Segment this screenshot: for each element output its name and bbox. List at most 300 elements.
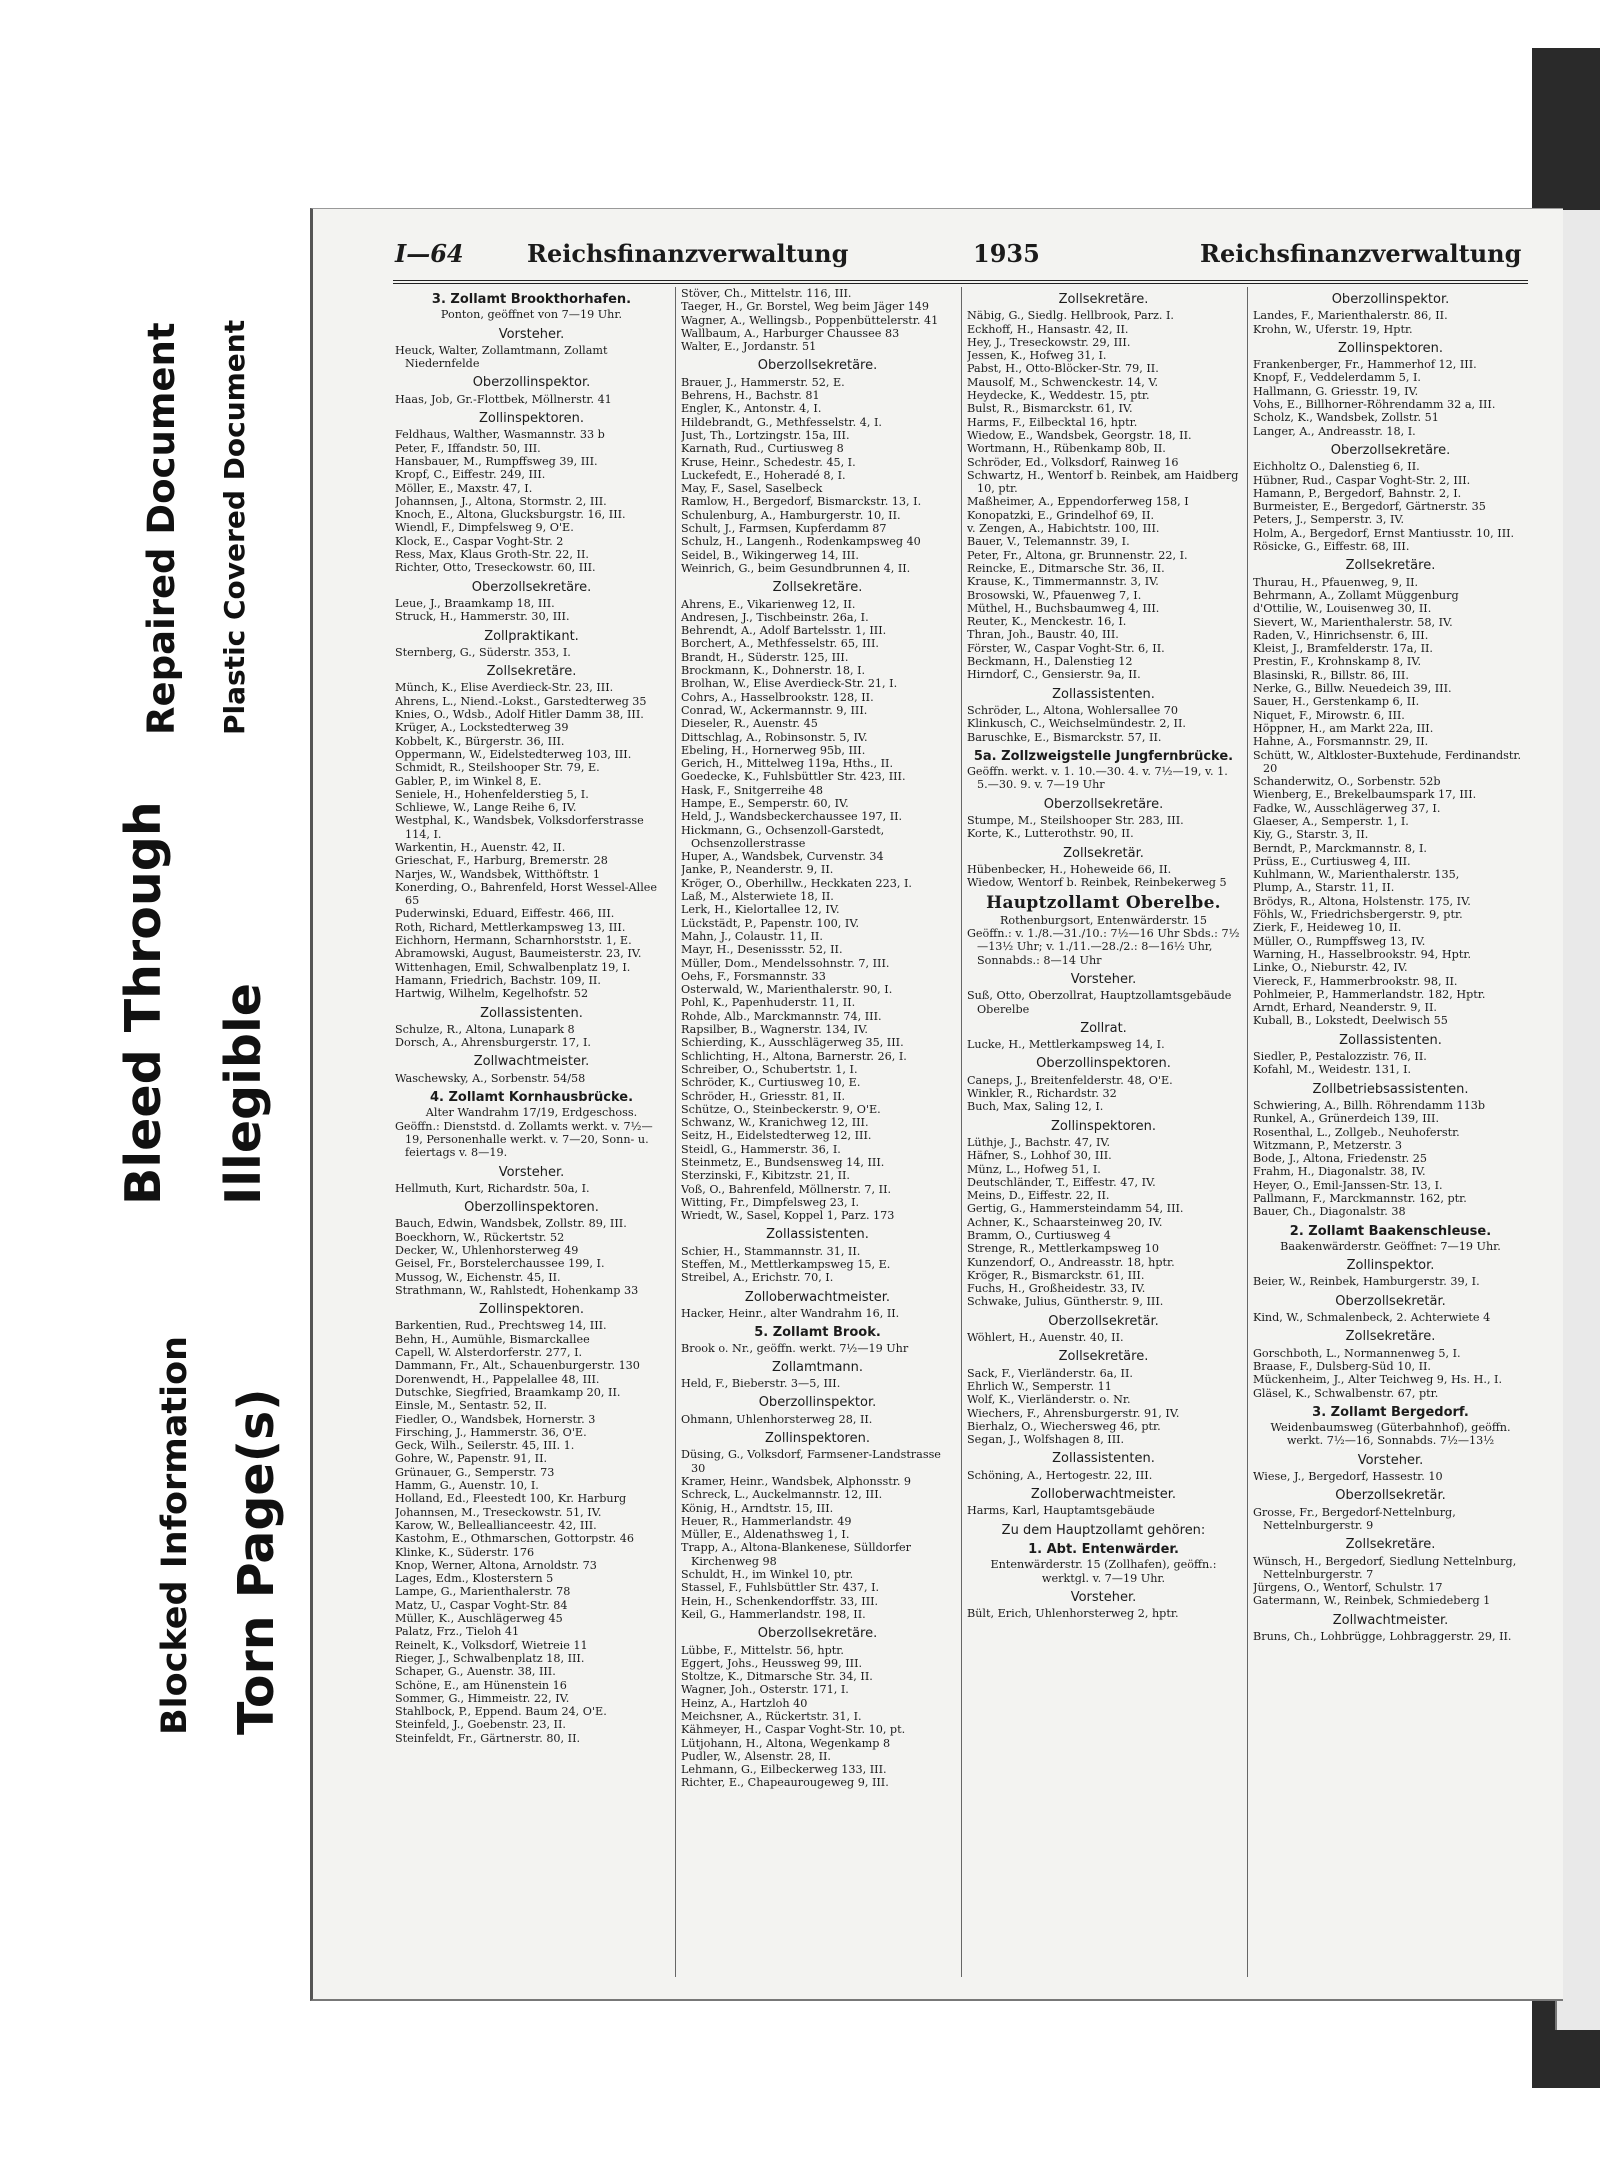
office-address: Ponton, geöffnet von 7—19 Uhr. xyxy=(440,308,623,322)
directory-entry: Hansbauer, M., Rumpffsweg 39, III. xyxy=(395,454,598,468)
directory-entry: Wittenhagen, Emil, Schwalbenplatz 19, I. xyxy=(395,960,631,974)
directory-entry: Runkel, A., Grünerdeich 139, III. xyxy=(1253,1112,1440,1126)
directory-entry: Schwiering, A., Billh. Röhrendamm 113b xyxy=(1253,1098,1485,1112)
directory-entry: Klinkusch, C., Weichselmündestr. 2, II. xyxy=(967,717,1186,731)
directory-entry: Lückstädt, P., Papenstr. 100, IV. xyxy=(681,916,859,930)
directory-entry: Kobbelt, K., Bürgerstr. 36, III. xyxy=(395,734,565,748)
directory-entry: Osterwald, W., Marienthalerstr. 90, I. xyxy=(681,983,893,997)
section-heading: Oberzollinspektor. xyxy=(758,1395,877,1411)
section-heading: Vorsteher. xyxy=(498,1164,565,1180)
directory-entry: Bierhalz, O., Wiechersweg 46, ptr. xyxy=(967,1419,1161,1433)
directory-entry: Roth, Richard, Mettlerkampsweg 13, III. xyxy=(395,920,626,934)
directory-entry: Vohs, E., Billhorner-Röhrendamm 32 a, III. xyxy=(1253,398,1496,412)
directory-entry: Sternberg, G., Süderstr. 353, I. xyxy=(395,645,571,659)
directory-entry: Abramowski, August, Baumeisterstr. 23, IV. xyxy=(395,947,642,961)
directory-entry: Berndt, P., Marckmannstr. 8, I. xyxy=(1253,841,1427,855)
directory-entry: Fuchs, H., Großheidestr. 33, IV. xyxy=(967,1282,1146,1296)
directory-entry: Geck, Wilh., Seilerstr. 45, III. 1. xyxy=(395,1439,575,1453)
directory-entry: Gertig, G., Hammersteindamm 54, III. xyxy=(967,1202,1184,1216)
directory-entry: Palatz, Frz., Tieloh 41 xyxy=(395,1625,520,1639)
office-address: Weidenbaumsweg (Güterbahnhof), geöffn. werkt. 7½—16, Sonnabds. 7½—13½ xyxy=(1270,1421,1511,1448)
directory-entry: Engler, K., Antonstr. 4, I. xyxy=(681,402,822,416)
directory-entry: Arndt, Erhard, Neanderstr. 9, II. xyxy=(1253,1001,1437,1015)
directory-entry: Streibel, A., Erichstr. 70, I. xyxy=(681,1271,834,1285)
directory-entry: Heuck, Walter, Zollamtmann, Zollamt Niedernfelde xyxy=(395,343,608,371)
directory-entry: Barkentien, Rud., Prechtsweg 14, III. xyxy=(395,1319,607,1333)
directory-entry: König, H., Arndtstr. 15, III. xyxy=(681,1501,834,1515)
document-page xyxy=(310,208,1563,2001)
directory-entry: Wriedt, W., Sasel, Koppel 1, Parz. 173 xyxy=(681,1209,895,1223)
section-heading: Zollsekretäre. xyxy=(1058,1349,1149,1365)
directory-entry: Eichholtz O., Dalenstieg 6, II. xyxy=(1253,460,1420,474)
directory-entry: Matz, U., Caspar Voght-Str. 84 xyxy=(395,1598,568,1612)
directory-entry: Nerke, G., Billw. Neuedeich 39, III. xyxy=(1253,682,1452,696)
directory-entry: Heinz, A., Hartzloh 40 xyxy=(681,1696,808,1710)
directory-entry: Wünsch, H., Bergedorf, Siedlung Nettelnburg, Nettelnburgerstr. 7 xyxy=(1253,1554,1517,1581)
directory-entry: Geöffn. werkt. v. 1. 10.—30. 4. v. 7½—19, v. 1. 5.—30. 9. v. 7—19 Uhr xyxy=(967,765,1228,792)
directory-entry: Müthel, H., Buchsbaumweg 4, III. xyxy=(967,601,1160,615)
directory-entry: Just, Th., Lortzingstr. 15a, III. xyxy=(681,428,850,442)
directory-entry: Jürgens, O., Wentorf, Schulstr. 17 xyxy=(1253,1581,1443,1595)
directory-entry: Mayr, H., Desenissstr. 52, II. xyxy=(681,943,843,957)
directory-entry: Reinelt, K., Volksdorf, Wietreie 11 xyxy=(395,1638,588,1652)
directory-entry: Achner, K., Schaarsteinweg 20, IV. xyxy=(967,1215,1163,1229)
directory-entry: Karow, W., Belleallianceestr. 42, III. xyxy=(395,1518,597,1532)
directory-entry: Westphal, K., Wandsbek, Volksdorferstrasse 114, I. xyxy=(395,814,644,841)
tag-plastic-covered-document: Plastic Covered Document xyxy=(218,319,251,735)
section-heading: Zollpraktikant. xyxy=(484,628,579,644)
directory-entry: Rieger, J., Schwalbenplatz 18, III. xyxy=(395,1651,585,1665)
directory-entry: Schierding, K., Ausschlägerweg 35, III. xyxy=(681,1036,904,1050)
directory-entry: Schöning, A., Hertogestr. 22, III. xyxy=(967,1468,1153,1482)
header-rule xyxy=(393,280,1528,284)
directory-entry: Wagner, A., Wellingsb., Poppenbüttelerstr. 41 xyxy=(681,313,939,327)
directory-entry: Capell, W. Alsterdorferstr. 277, I. xyxy=(395,1346,583,1360)
directory-entry: Bramm, O., Curtiusweg 4 xyxy=(967,1229,1111,1242)
directory-entry: Wiechers, F., Ahrensburgerstr. 91, IV. xyxy=(967,1406,1180,1420)
directory-entry: Meichsner, A., Rückertstr. 31, I. xyxy=(681,1709,862,1723)
directory-entry: Hampe, E., Semperstr. 60, IV. xyxy=(681,796,849,810)
section-heading: Oberzollsekretär. xyxy=(1048,1313,1159,1329)
directory-entry: Suß, Otto, Oberzollrat, Hauptzollamtsgebäude Oberelbe xyxy=(967,989,1232,1016)
directory-entry: Bauer, V., Telemannstr. 39, I. xyxy=(967,535,1130,549)
directory-entry: Hallmann, G. Griesstr. 19, IV. xyxy=(1253,384,1419,398)
directory-entry: Hübner, Rud., Caspar Voght-Str. 2, III. xyxy=(1253,473,1471,487)
column-3 xyxy=(967,287,1240,1977)
directory-entry: May, F., Sasel, Saselbeck xyxy=(681,482,823,496)
directory-entry: Feldhaus, Walther, Wasmannstr. 33 b xyxy=(395,428,605,442)
directory-entry: Grünauer, G., Semperstr. 73 xyxy=(395,1465,555,1479)
directory-entry: Struck, H., Hammerstr. 30, III. xyxy=(395,610,570,624)
directory-entry: Linke, O., Nieburstr. 42, IV. xyxy=(1253,961,1408,975)
directory-entry: Sommer, G., Himmeistr. 22, IV. xyxy=(395,1691,570,1705)
directory-entry: Korte, K., Lutterothstr. 90, II. xyxy=(967,827,1134,841)
directory-entry: Konopatzki, E., Grindelhof 69, II. xyxy=(967,508,1155,522)
directory-entry: Gohre, W., Papenstr. 91, II. xyxy=(395,1452,548,1466)
directory-entry: Harms, Karl, Hauptamtsgebäude xyxy=(967,1504,1155,1518)
directory-entry: Maßheimer, A., Eppendorferweg 158, I xyxy=(967,495,1189,509)
directory-entry: Johannsen, M., Treseckowstr. 51, IV. xyxy=(395,1505,602,1519)
directory-entry: Witting, Fr., Dimpfelsweg 23, I. xyxy=(681,1195,860,1209)
directory-entry: Conrad, W., Ackermannstr. 9, III. xyxy=(681,703,868,717)
directory-entry: Geöffn.: v. 1./8.—31./10.: 7½—16 Uhr Sbds.: 7½—13½ Uhr; v. 1./11.—28./2.: 8—16½ Uhr, Sonnabds.: 8—14 Uhr xyxy=(967,927,1240,967)
directory-entry: Ahrens, E., Vikarienweg 12, II. xyxy=(681,597,856,611)
section-heading: Zollinspektoren. xyxy=(479,1302,584,1318)
directory-entry: Ebeling, H., Hornerweg 95b, III. xyxy=(681,743,866,757)
directory-entry: Gläsel, K., Schwalbenstr. 67, ptr. xyxy=(1253,1386,1439,1400)
directory-entry: Bült, Erich, Uhlenhorsterweg 2, hptr. xyxy=(967,1607,1179,1621)
directory-entry: Knop, Werner, Altona, Arnoldstr. 73 xyxy=(395,1558,597,1572)
directory-entry: Puderwinski, Eduard, Eiffestr. 466, III. xyxy=(395,907,615,921)
directory-entry: Steinfeld, J., Goebenstr. 23, II. xyxy=(395,1718,566,1732)
directory-entry: Schmidt, R., Steilshooper Str. 79, E. xyxy=(395,761,600,775)
directory-entry: Kruse, Heinr., Schedestr. 45, I. xyxy=(681,455,856,469)
directory-entry: Zierk, F., Heideweg 10, II. xyxy=(1253,921,1402,935)
directory-entry: Kastohm, E., Othmarschen, Gottorpstr. 46 xyxy=(395,1532,635,1546)
directory-entry: Stöver, Ch., Mittelstr. 116, III. xyxy=(681,287,852,300)
directory-entry: Möller, E., Maxstr. 47, I. xyxy=(395,481,533,495)
directory-entry: Steinmetz, E., Bundsensweg 14, III. xyxy=(681,1156,885,1169)
section-heading: Zollinspektoren. xyxy=(765,1431,870,1447)
directory-entry: Wortmann, H., Rübenkamp 80b, II. xyxy=(967,442,1166,456)
directory-entry: Müller, O., Rumpffsweg 13, IV. xyxy=(1253,934,1426,948)
directory-entry: Heuer, R., Hammerlandstr. 49 xyxy=(681,1514,852,1528)
section-heading: 4. Zollamt Kornhausbrücke. xyxy=(429,1090,634,1106)
directory-entry: Hey, J., Treseckowstr. 29, III. xyxy=(967,335,1131,349)
directory-entry: Richter, E., Chapeaurougeweg 9, III. xyxy=(681,1776,889,1790)
directory-entry: Wiedow, Wentorf b. Reinbek, Reinbekerweg 5 xyxy=(967,876,1227,890)
directory-entry: Schaper, G., Auenstr. 38, III. xyxy=(395,1665,556,1679)
directory-entry: Brockmann, K., Dohnerstr. 18, I. xyxy=(681,664,866,678)
column-2 xyxy=(681,287,954,1977)
directory-entry: Harms, F., Eilbecktal 16, hptr. xyxy=(967,415,1138,429)
directory-entry: Thurau, H., Pfauenweg, 9, II. xyxy=(1253,575,1419,589)
directory-entry: Geöffn.: Dienststd. d. Zollamts werkt. v. 7½—19, Personenhalle werkt. v. 7—20, Sonn- u. feiertags v. 8—19. xyxy=(395,1119,653,1160)
section-heading: Zollwachtmeister. xyxy=(1332,1612,1449,1628)
directory-entry: v. Zengen, A., Habichtstr. 100, III. xyxy=(967,522,1160,536)
section-heading: Oberzollsekretär. xyxy=(1335,1293,1446,1309)
section-heading: 5. Zollamt Brook. xyxy=(754,1325,881,1341)
section-heading: 3. Zollamt Brookthorhafen. xyxy=(431,292,632,307)
directory-entry: Steidl, G., Hammerstr. 36, I. xyxy=(681,1142,841,1156)
directory-entry: Stassel, F., Fuhlsbüttler Str. 437, I. xyxy=(681,1581,880,1595)
directory-entry: Kröger, R., Bismarckstr. 61, III. xyxy=(967,1268,1145,1282)
directory-entry: Andresen, J., Tischbeinstr. 26a, I. xyxy=(681,610,869,624)
directory-entry: Hamm, G., Auenstr. 10, I. xyxy=(395,1479,539,1493)
directory-entry: Reincke, E., Ditmarsche Str. 36, II. xyxy=(967,561,1165,575)
directory-entry: Baruschke, E., Bismarckstr. 57, II. xyxy=(967,730,1162,744)
directory-entry: Taeger, H., Gr. Borstel, Weg beim Jäger 149 xyxy=(681,300,929,314)
office-address: Alter Wandrahm 17/19, Erdgeschoss. xyxy=(425,1106,638,1120)
directory-entry: Steinfeldt, Fr., Gärtnerstr. 80, II. xyxy=(395,1731,581,1745)
directory-entry: Schwartz, H., Wentorf b. Reinbek, am Haidberg 10, ptr. xyxy=(967,468,1239,496)
section-heading: 5a. Zollzweigstelle Jungfernbrücke. xyxy=(973,748,1234,764)
section-heading: Zu dem Hauptzollamt gehören: xyxy=(1001,1522,1206,1538)
section-heading: Oberzollsekretäre. xyxy=(471,579,592,595)
directory-entry: Frahm, H., Diagonalstr. 38, IV. xyxy=(1253,1165,1426,1179)
section-heading: Zollwachtmeister. xyxy=(473,1054,590,1070)
directory-entry: Stumpe, M., Steilshooper Str. 283, III. xyxy=(967,813,1184,827)
header-year: 1935 xyxy=(973,239,1040,268)
section-heading: Oberzollinspektoren. xyxy=(1036,1056,1171,1072)
directory-entry: Bulst, R., Bismarckstr. 61, IV. xyxy=(967,402,1133,416)
directory-entry: Rösicke, G., Eiffestr. 68, III. xyxy=(1253,540,1410,554)
section-heading: 2. Zollamt Baakenschleuse. xyxy=(1289,1223,1492,1239)
directory-entry: Ress, Max, Klaus Groth-Str. 22, II. xyxy=(395,548,589,562)
directory-entry: Stoltze, K., Ditmarsche Str. 34, II. xyxy=(681,1670,873,1684)
directory-entry: Lampe, G., Marienthalerstr. 78 xyxy=(395,1585,571,1599)
section-heading: Vorsteher. xyxy=(1357,1452,1424,1468)
section-heading: Zollassistenten. xyxy=(480,1005,583,1021)
directory-entry: Pudler, W., Alsenstr. 28, II. xyxy=(681,1749,831,1763)
directory-entry: Held, F., Bieberstr. 3—5, III. xyxy=(681,1377,841,1391)
directory-entry: Jessen, K., Hofweg 31, I. xyxy=(967,349,1107,363)
directory-entry: Glaeser, A., Semperstr. 1, I. xyxy=(1253,814,1409,828)
directory-entry: Rapsilber, B., Wagnerstr. 134, IV. xyxy=(681,1023,868,1037)
directory-entry: Scholz, K., Wandsbek, Zollstr. 51 xyxy=(1253,411,1439,425)
directory-entry: Schier, H., Stammannstr. 31, II. xyxy=(681,1244,861,1258)
directory-entry: Brosowski, W., Pfauenweg 7, I. xyxy=(967,588,1142,602)
section-heading: Zollassistenten. xyxy=(1052,1451,1155,1467)
tag-illegible: Illegible xyxy=(215,982,272,1205)
directory-entry: Warning, H., Hasselbrookstr. 94, Hptr. xyxy=(1253,947,1471,961)
section-heading: Zolloberwachtmeister. xyxy=(1030,1487,1177,1503)
directory-entry: Niquet, F., Mirowstr. 6, III. xyxy=(1253,708,1405,722)
directory-entry: Kropf, C., Eiffestr. 249, III. xyxy=(395,468,546,482)
directory-entry: Steffen, M., Mettlerkampsweg 15, E. xyxy=(681,1258,891,1272)
directory-entry: Kind, W., Schmalenbeck, 2. Achterwiete 4 xyxy=(1253,1311,1491,1325)
section-heading: Oberzollsekretäre. xyxy=(757,358,878,374)
directory-entry: Eckhoff, H., Hansastr. 42, II. xyxy=(967,322,1129,336)
directory-entry: Eichhorn, Hermann, Scharnhorststr. 1, E. xyxy=(395,934,632,948)
directory-entry: Geisel, Fr., Borstelerchaussee 199, I. xyxy=(395,1257,605,1271)
directory-entry: Dieseler, R., Auenstr. 45 xyxy=(681,717,818,731)
directory-entry: Förster, W., Caspar Voght-Str. 6, II. xyxy=(967,641,1165,655)
directory-entry: Huper, A., Wandsbek, Curvenstr. 34 xyxy=(681,850,884,864)
directory-entry: Lüthje, J., Bachstr. 47, IV. xyxy=(967,1135,1111,1149)
directory-entry: Kuball, B., Lokstedt, Deelwisch 55 xyxy=(1253,1014,1448,1028)
directory-entry: Konerding, O., Bahrenfeld, Horst Wessel-Allee 65 xyxy=(395,880,658,908)
directory-entry: Schröder, Ed., Volksdorf, Rainweg 16 xyxy=(967,455,1179,469)
directory-entry: Behrmann, A., Zollamt Müggenburg xyxy=(1253,588,1459,602)
directory-entry: Sievert, W., Marienthalerstr. 58, IV. xyxy=(1253,615,1453,629)
directory-entry: Kiy, G., Starstr. 3, II. xyxy=(1253,828,1369,842)
directory-entry: Hellmuth, Kurt, Richardstr. 50a, I. xyxy=(395,1181,590,1195)
directory-entry: Wienberg, E., Brekelbaumspark 17, III. xyxy=(1253,788,1477,802)
directory-entry: Seitz, H., Eidelstedterweg 12, III. xyxy=(681,1129,872,1143)
section-heading: Zollrat. xyxy=(1080,1020,1127,1036)
section-heading: Zollsekretäre. xyxy=(1345,558,1436,574)
section-heading: Vorsteher. xyxy=(1070,1589,1137,1605)
directory-entry: Raden, V., Hinrichsenstr. 6, III. xyxy=(1253,628,1429,642)
directory-entry: Leue, J., Braamkamp 18, III. xyxy=(395,596,555,610)
directory-entry: Münch, K., Elise Averdieck-Str. 23, III. xyxy=(395,681,614,695)
directory-entry: Richter, Otto, Treseckowstr. 60, III. xyxy=(395,561,596,575)
directory-entry: Wagner, Joh., Osterstr. 171, I. xyxy=(681,1683,849,1697)
directory-entry: Lehmann, G., Eilbeckerweg 133, III. xyxy=(681,1763,887,1777)
directory-entry: Schult, J., Farmsen, Kupferdamm 87 xyxy=(681,522,887,536)
directory-entry: Rohde, Alb., Marckmannstr. 74, III. xyxy=(681,1009,882,1023)
section-heading: Oberzollsekretäre. xyxy=(1330,442,1451,458)
tag-torn-pages: Torn Page(s) xyxy=(228,1388,285,1735)
directory-entry: Warkentin, H., Auenstr. 42, II. xyxy=(395,840,566,854)
office-address: Rothenburgsort, Entenwärderstr. 15 xyxy=(999,913,1208,927)
directory-entry: Mahn, J., Colaustr. 11, II. xyxy=(681,929,823,943)
section-heading: Zollinspektoren. xyxy=(479,411,584,427)
page-number: I—64 xyxy=(395,239,464,268)
directory-entry: Ahrens, L., Niend.-Lokst., Garstedterweg 35 xyxy=(395,694,647,708)
directory-entry: Johannsen, J., Altona, Stormstr. 2, III. xyxy=(395,494,607,508)
directory-entry: Peters, J., Semperstr. 3, IV. xyxy=(1253,513,1405,527)
directory-entry: Dammann, Fr., Alt., Schauenburgerstr. 130 xyxy=(395,1359,640,1373)
directory-entry: Brödys, R., Altona, Holstenstr. 175, IV. xyxy=(1253,894,1471,908)
directory-entry: Dutschke, Siegfried, Braamkamp 20, II. xyxy=(395,1385,621,1399)
directory-entry: Schreck, L., Auckelmannstr. 12, III. xyxy=(681,1488,883,1502)
directory-entry: Blasinski, R., Billstr. 86, III. xyxy=(1253,668,1409,682)
section-heading: Oberzollsekretär. xyxy=(1335,1488,1446,1504)
directory-entry: Kröger, O., Oberhillw., Heckkaten 223, I. xyxy=(681,876,912,890)
tag-bleed-through: Bleed Through xyxy=(115,801,172,1205)
directory-entry: Krohn, W., Uferstr. 19, Hptr. xyxy=(1253,322,1413,336)
directory-entry: Höppner, H., am Markt 22a, III. xyxy=(1253,721,1434,735)
directory-entry: Mückenheim, J., Alter Teichweg 9, Hs. H., I. xyxy=(1253,1373,1503,1387)
directory-entry: Segan, J., Wolfshagen 8, III. xyxy=(967,1433,1125,1447)
directory-entry: Strathmann, W., Rahlstedt, Hohenkamp 33 xyxy=(395,1283,639,1297)
directory-entry: Buch, Max, Saling 12, I. xyxy=(967,1100,1104,1114)
directory-entry: Laß, M., Alsterwiete 18, II. xyxy=(681,890,834,904)
section-heading: Zollassistenten. xyxy=(1339,1032,1442,1048)
directory-entry: Holm, A., Bergedorf, Ernst Mantiusstr. 10, III. xyxy=(1253,526,1515,540)
directory-entry: Siedler, P., Pestalozzistr. 76, II. xyxy=(1253,1050,1427,1064)
directory-entry: Trapp, A., Altona-Blankenese, Sülldorfer Kirchenweg 98 xyxy=(681,1541,911,1568)
directory-entry: Hildebrandt, G., Methfesselstr. 4, I. xyxy=(681,415,882,429)
directory-entry: Schulenburg, A., Hamburgerstr. 10, II. xyxy=(681,508,901,522)
directory-entry: Klock, E., Caspar Voght-Str. 2 xyxy=(395,534,564,548)
directory-entry: Gatermann, W., Reinbek, Schmiedeberg 1 xyxy=(1253,1594,1491,1608)
section-heading: Zollinspektoren. xyxy=(1051,1118,1156,1134)
directory-entry: Schwanz, W., Kranichweg 12, III. xyxy=(681,1116,869,1130)
section-heading: Zollsekretäre. xyxy=(486,664,577,680)
directory-entry: Schanderwitz, O., Sorbenstr. 52b xyxy=(1253,775,1441,789)
directory-entry: Thran, Joh., Baustr. 40, III. xyxy=(967,628,1119,642)
section-heading: Oberzollsekretäre. xyxy=(1043,796,1164,812)
directory-entry: Haas, Job, Gr.-Flottbek, Möllnerstr. 41 xyxy=(395,392,612,406)
section-heading: Zollbetriebsassistenten. xyxy=(1312,1081,1469,1097)
directory-entry: Walter, E., Jordanstr. 51 xyxy=(681,340,817,354)
office-address: Entenwärderstr. 15 (Zollhafen), geöffn.: werktgl. v. 7—19 Uhr. xyxy=(990,1558,1217,1585)
directory-entry: Lucke, H., Mettlerkampsweg 14, I. xyxy=(967,1038,1165,1052)
directory-entry: Oehs, F., Forsmannstr. 33 xyxy=(681,969,826,983)
section-heading: Zollassistenten. xyxy=(1052,686,1155,702)
directory-entry: Knies, O., Wdsb., Adolf Hitler Damm 38, III. xyxy=(395,708,644,722)
directory-entry: Knopf, F., Veddelerdamm 5, I. xyxy=(1253,371,1421,385)
directory-entry: Hamann, P., Bergedorf, Bahnstr. 2, I. xyxy=(1253,486,1462,500)
directory-entry: Beier, W., Reinbek, Hamburgerstr. 39, I. xyxy=(1253,1275,1480,1289)
directory-entry: Prestin, F., Krohnskamp 8, IV. xyxy=(1253,655,1422,669)
directory-entry: Dorsch, A., Ahrensburgerstr. 17, I. xyxy=(395,1036,591,1050)
directory-entry: Reuter, K., Menckestr. 16, I. xyxy=(967,615,1127,629)
directory-entry: Gabler, P., im Winkel 8, E. xyxy=(395,774,542,788)
directory-entry: Schwake, Julius, Güntherstr. 9, III. xyxy=(967,1295,1164,1309)
directory-entry: Landes, F., Marienthalerstr. 86, II. xyxy=(1253,309,1448,323)
directory-entry: Peter, Fr., Altona, gr. Brunnenstr. 22, I. xyxy=(967,548,1188,562)
directory-entry: Ohmann, Uhlenhorsterweg 28, II. xyxy=(681,1412,873,1426)
section-heading: 1. Abt. Entenwärder. xyxy=(1028,1541,1179,1557)
directory-entry: Schulz, H., Langenh., Rodenkampsweg 40 xyxy=(681,535,921,549)
directory-entry: Held, J., Wandsbeckerchaussee 197, II. xyxy=(681,810,903,824)
directory-entry: Weinrich, G., beim Gesundbrunnen 4, II. xyxy=(681,561,911,575)
directory-entry: Braase, F., Dulsberg-Süd 10, II. xyxy=(1253,1359,1431,1373)
directory-entry: Karnath, Rud., Curtiusweg 8 xyxy=(681,442,844,456)
directory-entry: Wallbaum, A., Harburger Chaussee 83 xyxy=(681,326,900,340)
directory-entry: Kuhlmann, W., Marienthalerstr. 135, xyxy=(1253,868,1460,882)
column-1 xyxy=(395,287,668,1977)
directory-entry: Lütjohann, H., Altona, Wegenkamp 8 xyxy=(681,1736,891,1750)
directory-entry: Pallmann, F., Marckmannstr. 162, ptr. xyxy=(1253,1192,1467,1205)
directory-entry: Krüger, A., Lockstedterweg 39 xyxy=(395,721,569,735)
directory-entry: Mussog, W., Eichenstr. 45, II. xyxy=(395,1270,561,1284)
directory-entry: Dorenwendt, H., Pappelallee 48, III. xyxy=(395,1372,600,1386)
section-heading: Zollinspektor. xyxy=(1346,1258,1435,1274)
directory-entry: Schröder, H., Griesstr. 81, II. xyxy=(681,1089,846,1103)
directory-entry: Wöhlert, H., Auenstr. 40, II. xyxy=(967,1331,1124,1345)
directory-entry: Winkler, R., Richardstr. 32 xyxy=(967,1087,1117,1101)
column-divider xyxy=(1247,287,1248,1977)
directory-entry: Frankenberger, Fr., Hammerhof 12, III. xyxy=(1253,358,1477,372)
directory-entry: Fadke, W., Ausschlägerweg 37, I. xyxy=(1253,801,1441,815)
directory-entry: Münz, L., Hofweg 51, I. xyxy=(967,1162,1101,1176)
directory-entry: Viereck, F., Hammerbrookstr. 98, II. xyxy=(1253,974,1458,988)
section-heading: Oberzollsekretäre. xyxy=(757,1626,878,1642)
directory-entry: Witzmann, P., Metzerstr. 3 xyxy=(1253,1138,1403,1152)
directory-entry: Lübbe, F., Mittelstr. 56, hptr. xyxy=(681,1643,844,1657)
directory-entry: Langer, A., Andreasstr. 18, I. xyxy=(1253,424,1416,438)
directory-entry: Heydecke, K., Weddestr. 15, ptr. xyxy=(967,389,1150,403)
directory-entry: Sack, F., Vierländerstr. 6a, II. xyxy=(967,1366,1133,1380)
section-heading: Vorsteher. xyxy=(498,326,565,342)
section-heading: Zollsekretäre. xyxy=(1058,292,1149,307)
directory-entry: Pabst, H., Otto-Blöcker-Str. 79, II. xyxy=(967,362,1159,376)
directory-entry: Voß, O., Bahrenfeld, Möllnerstr. 7, II. xyxy=(681,1182,892,1196)
directory-entry: Schütt, W., Altkloster-Buxtehude, Ferdinandstr. 20 xyxy=(1253,748,1522,775)
directory-entry: Firsching, J., Hammerstr. 36, O'E. xyxy=(395,1425,587,1439)
directory-entry: Burmeister, E., Bergedorf, Gärtnerstr. 35 xyxy=(1253,500,1486,514)
section-heading: Zollamtmann. xyxy=(771,1359,864,1375)
directory-entry: Sauer, H., Gerstenkamp 6, II. xyxy=(1253,695,1420,709)
header-title-left: Reichsfinanzverwaltung xyxy=(527,239,849,268)
directory-entry: Ehrlich W., Semperstr. 11 xyxy=(967,1379,1112,1393)
directory-entry: Wiedow, E., Wandsbek, Georgstr. 18, II. xyxy=(967,428,1192,442)
column-4 xyxy=(1253,287,1528,1977)
directory-entry: Gerich, H., Mittelweg 119a, Hths., II. xyxy=(681,757,894,771)
section-heading: Oberzollinspektoren. xyxy=(464,1200,599,1216)
column-divider xyxy=(961,287,962,1977)
directory-entry: Bauer, Ch., Diagonalstr. 38 xyxy=(1253,1205,1406,1219)
directory-entry: Schröder, L., Altona, Wohlersallee 70 xyxy=(967,703,1179,717)
directory-entry: Hahne, A., Forsmannstr. 29, II. xyxy=(1253,735,1429,749)
directory-entry: d'Ottilie, W., Louisenweg 30, II. xyxy=(1253,602,1432,616)
directory-entry: Grosse, Fr., Bergedorf-Nettelnburg, Nettelnburgerstr. 9 xyxy=(1253,1505,1456,1532)
section-heading: Hauptzollamt Oberelbe. xyxy=(986,893,1221,914)
tag-repaired-document: Repaired Document xyxy=(140,322,183,735)
directory-entry: Holland, Ed., Fleestedt 100, Kr. Harburg xyxy=(395,1492,627,1506)
directory-entry: Schliewe, W., Lange Reihe 6, IV. xyxy=(395,801,577,815)
directory-entry: Föhls, W., Friedrichsbergerstr. 9, ptr. xyxy=(1253,908,1463,922)
directory-entry: Krause, K., Timmermannstr. 3, IV. xyxy=(967,575,1159,589)
directory-entry: Schreiber, O., Schubertstr. 1, I. xyxy=(681,1062,858,1076)
directory-entry: Hein, H., Schenkendorffstr. 33, III. xyxy=(681,1594,879,1608)
section-heading: Zollsekretäre. xyxy=(1345,1329,1436,1345)
